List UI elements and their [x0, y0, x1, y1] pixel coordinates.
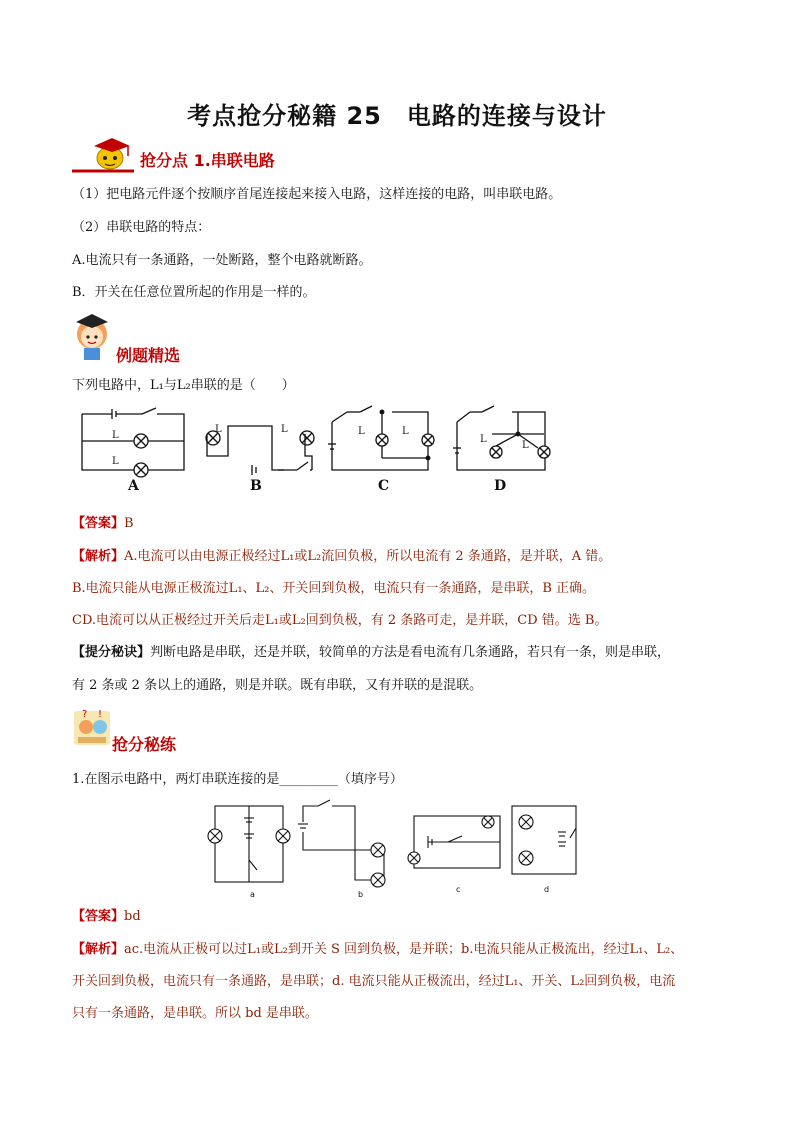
example-analysis-2: B.电流只能从电源正极流过L₁、L₂、开关回到负极，电流只有一条通路，是串联，B 正确。 — [72, 581, 596, 596]
example-analysis-3: CD.电流可以从正极经过开关后走L₁或L₂回到负极，有 2 条路可走，是并联，CD 错。选 B。 — [72, 613, 608, 628]
practice-answer-line — [72, 907, 141, 927]
analysis-text-1: A.电流可以由电源正极经过L₁或L₂流回负极，所以电流有 2 条通路，是并联，A 错。 — [124, 549, 612, 564]
figure-label-a: a — [250, 890, 255, 899]
example-question: 下列电路中，L₁与L₂串联的是（ ） — [72, 378, 295, 393]
paragraph-features-title: （2）串联电路的特点： — [72, 220, 211, 235]
practice-mascot-icon — [72, 705, 112, 749]
circuit-c — [328, 406, 434, 470]
svg-text:L: L — [112, 456, 119, 467]
practice-analysis-1 — [72, 940, 683, 960]
paragraph-feature-a: A.电流只有一条通路，一处断路，整个电路就断路。 — [72, 253, 372, 268]
graduation-cap-mascot-icon — [70, 134, 136, 174]
example-analysis-1 — [72, 547, 611, 567]
svg-text:L: L — [522, 440, 529, 451]
svg-text:L: L — [112, 430, 119, 441]
section-heading-series: 抢分点 1.串联电路 — [140, 151, 275, 170]
tip-tag: 【提分秘诀】 — [72, 645, 151, 660]
tip-line-2: 有 2 条或 2 条以上的通路，则是并联。既有串联，又有并联的是混联。 — [72, 678, 483, 693]
section-heading-example: 例题精选 — [116, 346, 181, 365]
practice-circuit-figures — [200, 796, 594, 892]
practice-question: 1.在图示电路中，两灯串联连接的是_________（填序号） — [72, 772, 403, 787]
tip-line-1 — [72, 643, 670, 663]
circuit-a — [82, 408, 184, 477]
svg-text:!: ! — [98, 709, 103, 720]
tip-text-1: 判断电路是串联，还是并联，较简单的方法是看电流有几条通路，若只有一条，则是串联， — [150, 645, 671, 660]
section-heading-practice: 抢分秘练 — [112, 735, 177, 754]
svg-text:L: L — [480, 434, 487, 445]
option-label-b: B — [250, 478, 262, 494]
practice-analysis-2: 开关回到负极，电流只有一条通路，是串联；d. 电流只能从正极流出，经过L₁、开关、L₂回到负极，电流 — [72, 974, 676, 989]
example-answer-line — [72, 514, 134, 534]
practice-analysis-text-1: ac.电流从正极可以过L₁或L₂到开关 S 回到负极，是并联；b.电流只能从正极流出，经过L₁、L₂、 — [124, 942, 684, 957]
svg-text:L: L — [358, 426, 365, 437]
answer-value: B — [124, 516, 134, 531]
figure-label-c: c — [456, 885, 461, 894]
practice-analysis-tag: 【解析】 — [72, 942, 125, 957]
practice-answer-value: bd — [124, 909, 141, 924]
svg-text:L: L — [402, 426, 409, 437]
page-title: 考点抢分秘籍 25 电路的连接与设计 — [187, 102, 607, 130]
option-label-a: A — [128, 478, 139, 494]
paragraph-feature-b: B．开关在任意位置所起的作用是一样的。 — [72, 285, 316, 300]
practice-analysis-3: 只有一条通路，是串联。所以 bd 是串联。 — [72, 1006, 318, 1021]
analysis-tag: 【解析】 — [72, 549, 125, 564]
example-circuit-figures — [72, 404, 562, 496]
circuit-d — [453, 406, 550, 470]
figure-label-d: d — [544, 885, 550, 894]
circuit-b — [206, 424, 314, 475]
answer-tag: 【答案】 — [72, 516, 125, 531]
paragraph-definition: （1）把电路元件逐个按顺序首尾连接起来接入电路，这样连接的电路，叫串联电路。 — [72, 187, 562, 202]
svg-text:L: L — [281, 424, 288, 435]
svg-text:?: ? — [82, 709, 88, 720]
student-mascot-icon — [70, 312, 116, 362]
figure-label-b: b — [358, 890, 364, 899]
svg-text:L: L — [215, 424, 222, 435]
option-label-d: D — [494, 478, 507, 494]
practice-answer-tag: 【答案】 — [72, 909, 125, 924]
option-label-c: C — [378, 478, 390, 494]
